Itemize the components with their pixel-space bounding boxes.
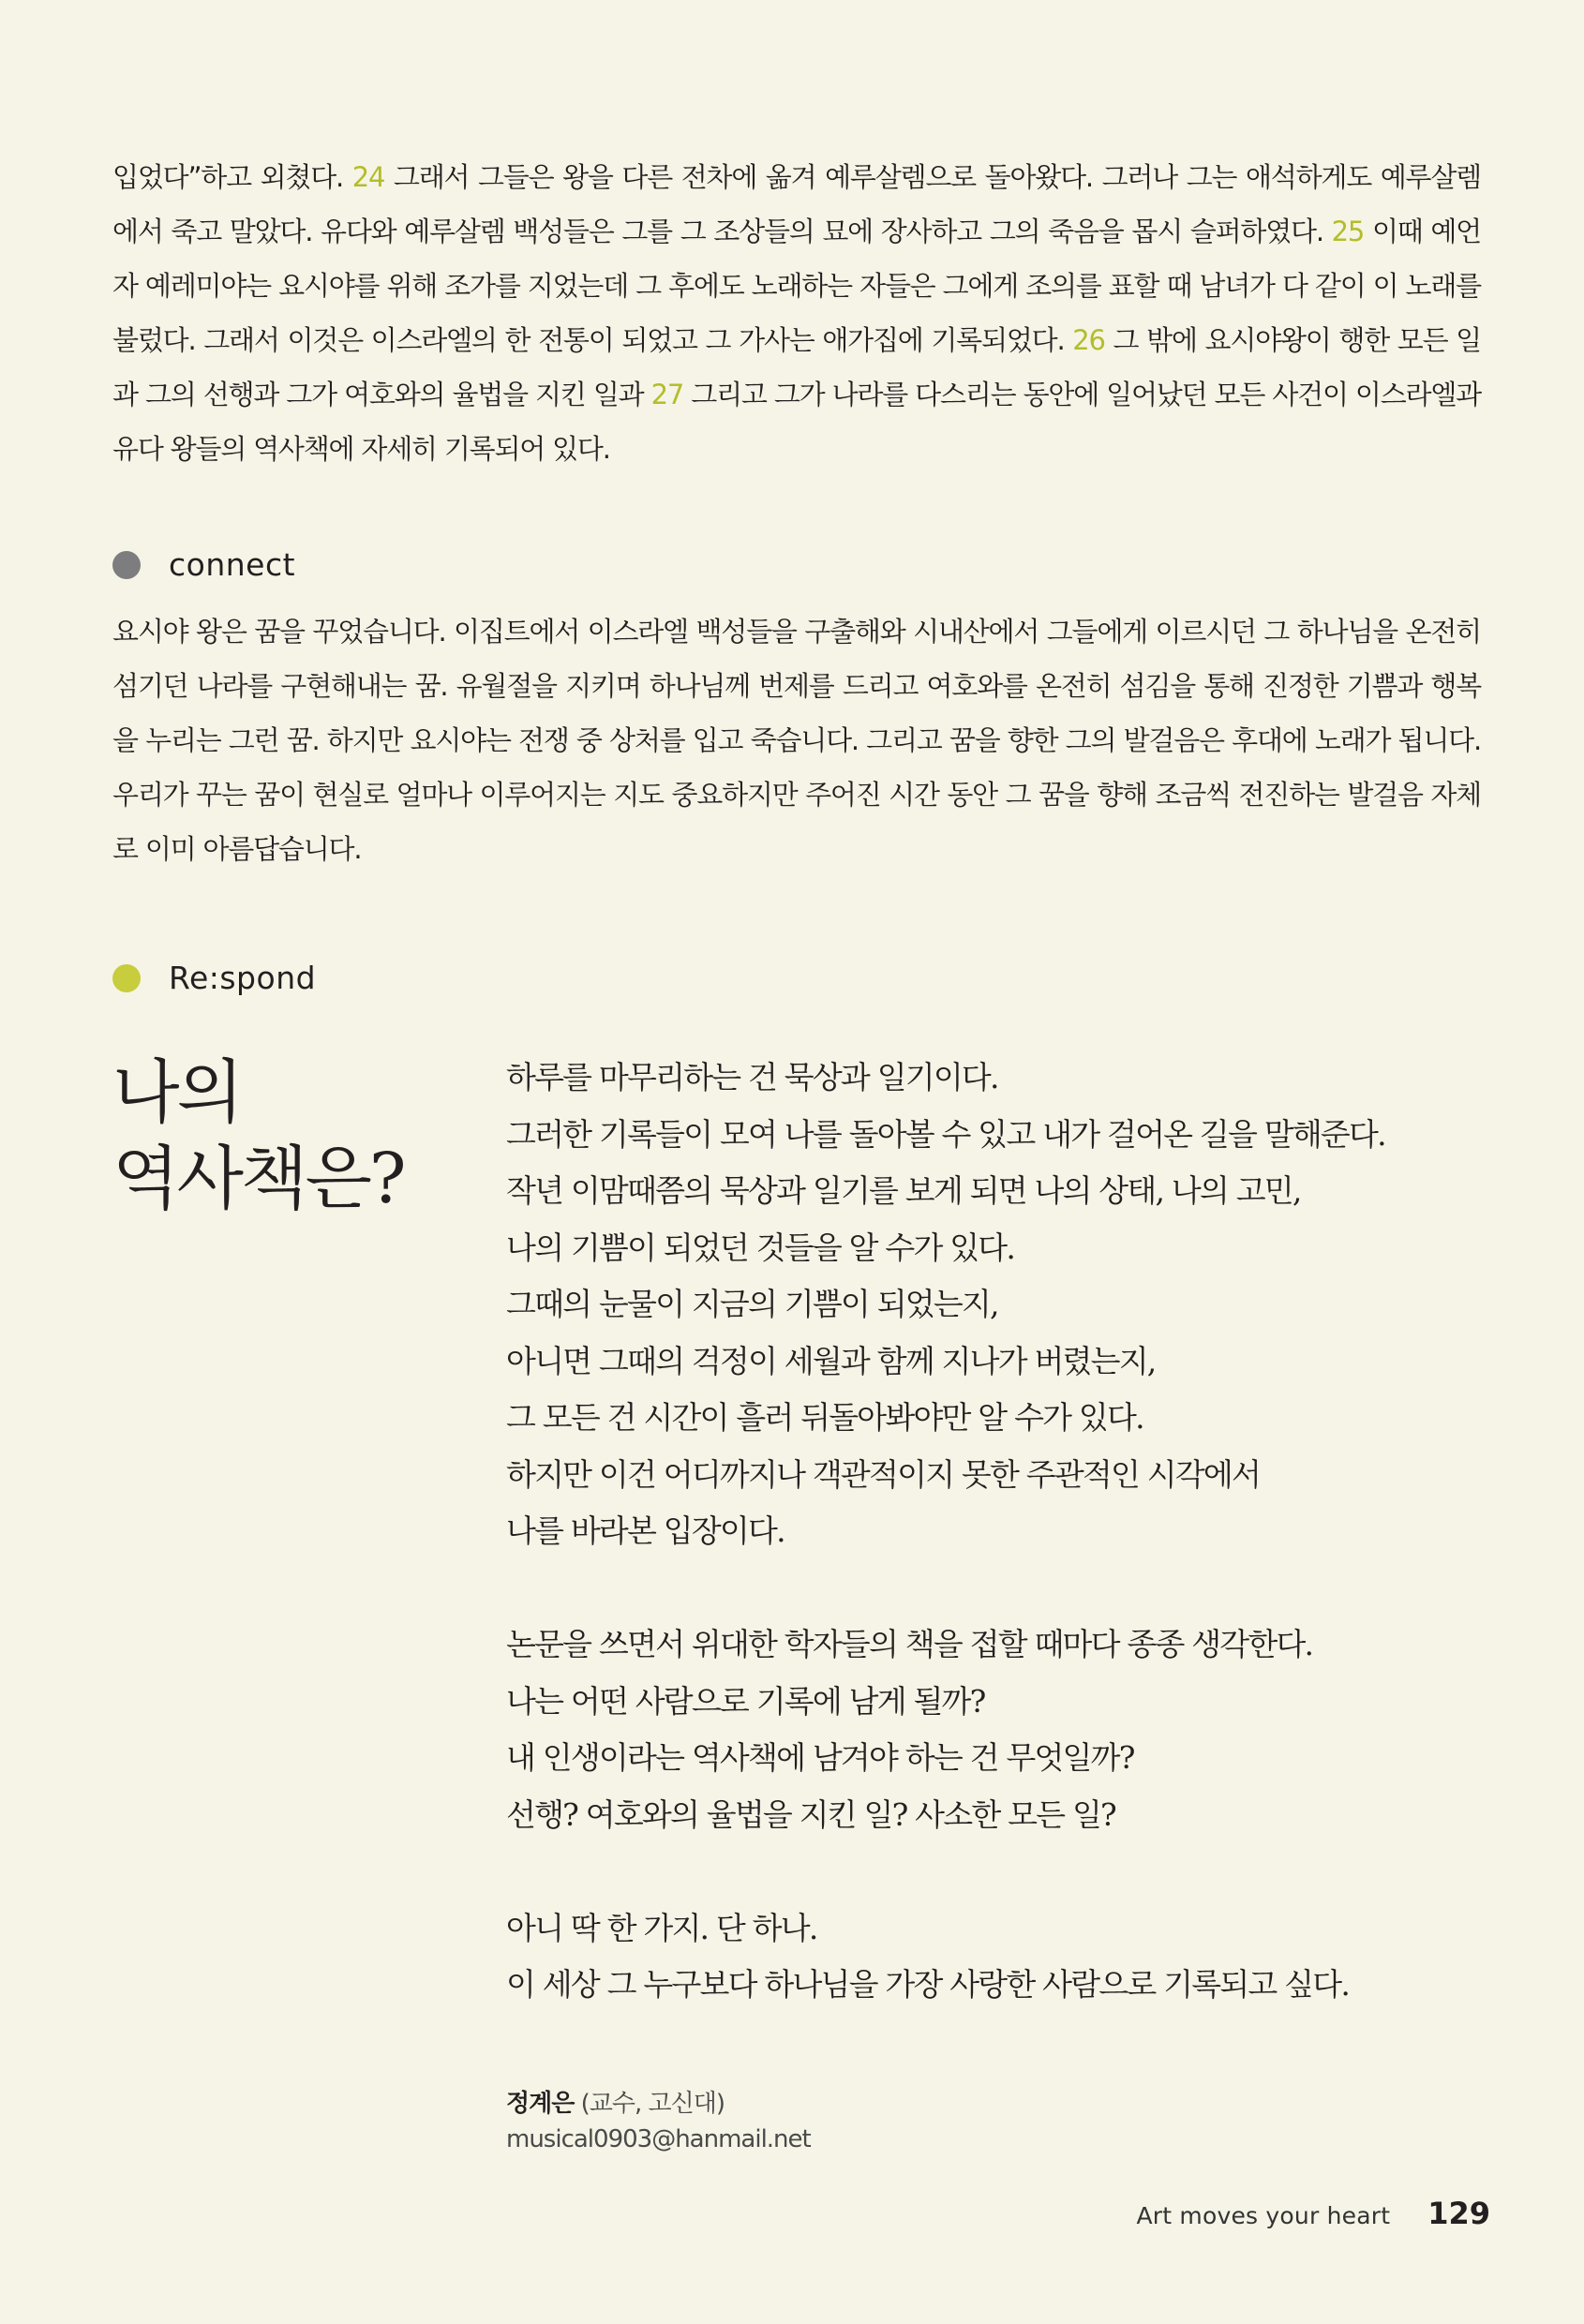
connect-heading [112,546,295,583]
scripture-paragraph [112,150,1481,476]
essay-stanza [506,1900,1490,2014]
essay-line: 하루를 마무리하는 건 묵상과 일기이다. [506,1059,998,1095]
scripture-passage [112,150,1481,476]
respond-title [112,1050,404,1222]
scripture-text: 그래서 그들은 왕을 다른 전차에 옮겨 예루살렘으로 돌아왔다. 그러나 그는 애석하게도 예루살렘에서 죽고 말았다. 유다와 예루살렘 백성들은 그를 그 조상들의 묘에 장사하고 그의 죽음을 몹시 슬퍼하였다. [112,161,1481,247]
essay-line: 아니 딱 한 가지. 단 하나. [506,1909,817,1946]
essay-line: 그러한 기록들이 모여 나를 돌아볼 수 있고 내가 걸어온 길을 말해준다. [506,1115,1385,1153]
essay-line: 나는 어떤 사람으로 기록에 남게 될까? [506,1682,985,1720]
author-affiliation: (교수, 고신대) [580,2090,725,2118]
bullet-dot-icon [112,964,141,992]
essay-line: 이 세상 그 누구보다 하나님을 가장 사랑한 사람으로 기록되고 싶다. [506,1966,1350,2003]
essay-stanza [506,1050,1490,1560]
respond-title-line: 나의 [112,1052,241,1133]
essay-line: 내 인생이라는 역사책에 남겨야 하는 건 무엇일까? [506,1739,1134,1776]
essay-line: 나를 바라본 입장이다. [506,1512,785,1549]
essay-line: 그 모든 건 시간이 흘러 뒤돌아봐야만 알 수가 있다. [506,1399,1143,1436]
connect-body [112,604,1481,876]
verse-number: 24 [351,161,385,193]
essay-line: 아니면 그때의 걱정이 세월과 함께 지나가 버렸는지, [506,1342,1156,1379]
author-email: musical0903@hanmail.net [506,2125,811,2153]
essay-stanza [506,1616,1490,1843]
verse-number: 27 [650,379,684,410]
respond-label: Re:spond [169,960,317,996]
respond-heading [112,960,316,996]
author-line [506,2086,811,2122]
essay-line: 선행? 여호와의 율법을 지킨 일? 사소한 모든 일? [506,1795,1115,1833]
page-footer [1136,2196,1490,2231]
essay-line: 하지만 이건 어디까지나 객관적이지 못한 주관적인 시각에서 [506,1455,1261,1493]
essay-line: 그때의 눈물이 지금의 기쁨이 되었는지, [506,1286,998,1322]
page-number: 129 [1427,2196,1490,2231]
author-credit [506,2086,811,2157]
essay-line: 논문을 쓰면서 위대한 학자들의 책을 접할 때마다 종종 생각한다. [506,1626,1313,1662]
connect-paragraph: 요시야 왕은 꿈을 꾸었습니다. 이집트에서 이스라엘 백성들을 구출해와 시내산에서 그들에게 이르시던 그 하나님을 온전히 섬기던 나라를 구현해내는 꿈. 유월절을 지키며 하나님께 번제를 드리고 여호와를 온전히 섬김을 통해 진정한 기쁨과 행복을 누리는 그런 꿈. 하지만 요시야는 전쟁 중 상처를 입고 죽습니다. 그리고 꿈을 향한 그의 발걸음은 후대에 노래가 됩니다. 우리가 꾸는 꿈이 현실로 얼마나 이루어지는 지도 중요하지만 주어진 시간 동안 그 꿈을 향해 조금씩 전진하는 발걸음 자체로 이미 아름답습니다. [112,616,1481,865]
respond-title-line: 역사책은? [112,1139,404,1219]
bullet-dot-icon [112,551,141,579]
scripture-text: 그리고 그가 나라를 다스리는 동안에 일어났던 모든 사건이 이스라엘과 유다 왕들의 역사책에 자세히 기록되어 있다. [112,379,1481,465]
connect-label: connect [169,546,296,583]
scripture-text: 그 밖에 요시야왕이 행한 모든 일과 그의 선행과 그가 여호와의 율법을 지킨 일과 [112,324,1481,410]
respond-essay [506,1050,1490,2070]
scripture-text: 이때 예언자 예레미야는 요시야를 위해 조가를 지었는데 그 후에도 노래하는 자들은 그에게 조의를 표할 때 남녀가 다 같이 이 노래를 불렀다. 그래서 이것은 이스라엘의 한 전통이 되었고 그 가사는 애가집에 기록되었다. [112,216,1481,356]
footer-tagline: Art moves your heart [1136,2202,1391,2229]
essay-line: 나의 기쁨이 되었던 것들을 알 수가 있다. [506,1229,1015,1266]
author-name: 정계은 [506,2090,575,2118]
essay-line: 작년 이맘때쯤의 묵상과 일기를 보게 되면 나의 상태, 나의 고민, [506,1172,1301,1209]
verse-number: 26 [1072,324,1105,356]
verse-number: 25 [1331,216,1365,247]
scripture-text: 입었다”하고 외쳤다. [112,161,352,193]
